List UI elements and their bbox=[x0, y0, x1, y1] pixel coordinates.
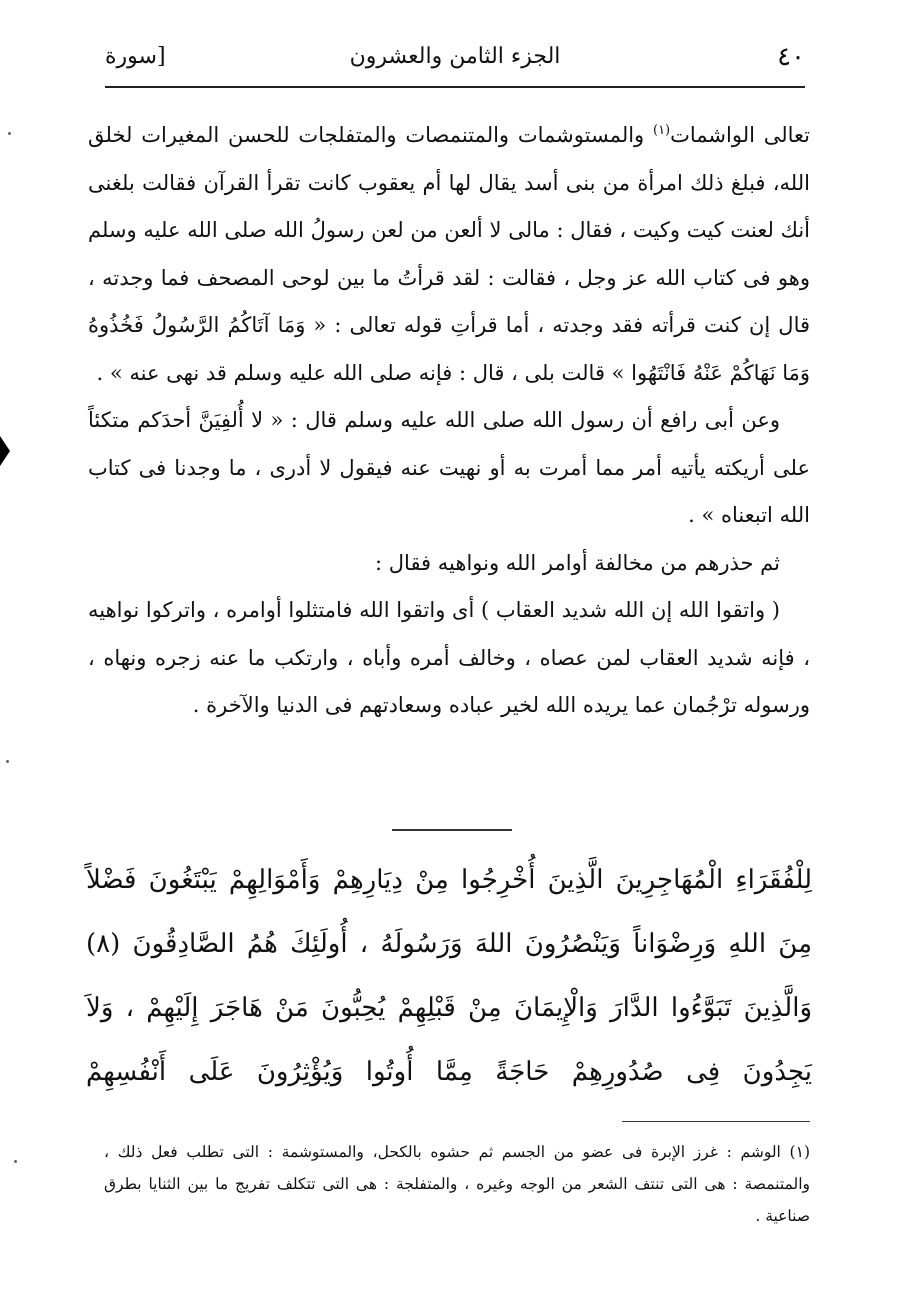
scan-mark bbox=[14, 1160, 17, 1163]
page-number: ٤٠ bbox=[777, 42, 805, 72]
scan-mark bbox=[6, 760, 9, 763]
commentary-paragraph: ( واتقوا الله إن الله شديد العقاب ) أى واتقوا الله فامتثلوا أوامره ، واتركوا نواهيه ، فإنه شديد العقاب لمن عصاه ، وخالف أمره وأباه ، وارتكب ما عنه زجره ونهاه ، ورسوله ترْجُمان عما يريده الله لخير عباده وسعادتهم فى الدنيا والآخرة . bbox=[88, 598, 810, 717]
footnote-ref: (١) bbox=[652, 123, 671, 138]
scan-mark bbox=[0, 436, 10, 466]
verse-text: لِلْفُقَرَاءِ الْمُهَاجِرِينَ الَّذِينَ أُخْرِجُوا مِنْ دِيَارِهِمْ وَأَمْوَالِهِمْ يَبْتَغُونَ فَضْلاً مِنَ اللهِ وَرِضْوَاناً وَيَنْصُرُونَ اللهَ وَرَسُولَهُ ، أُولَئِكَ هُمُ الصَّادِقُونَ (٨) وَالَّذِينَ تَبَوَّءُوا الدَّارَ وَالْإِيمَانَ مِنْ قَبْلِهِمْ يُحِبُّونَ مَنْ هَاجَرَ إِلَيْهِمْ ، وَلاَ يَجِدُونَ فِى صُدُورِهِمْ حَاجَةً مِمَّا أُوتُوا وَيُؤْثِرُونَ عَلَى أَنْفُسِهِمْ bbox=[86, 865, 812, 1087]
paragraph-text: تعالى الواشمات bbox=[670, 123, 811, 147]
footnote-divider bbox=[622, 1121, 810, 1122]
commentary-paragraph: ثم حذرهم من مخالفة أوامر الله ونواهيه فقال : bbox=[375, 550, 780, 575]
running-title: الجزء الثامن والعشرون bbox=[349, 44, 561, 69]
quran-verses bbox=[86, 848, 812, 1104]
commentary-paragraph bbox=[88, 112, 810, 397]
commentary-body bbox=[88, 112, 810, 730]
footnote-text: (١) الوشم : غرز الإبرة فى عضو من الجسم ثم حشوه بالكحل، والمستوشمة : التى تطلب فعل ذلك ، والمتنمصة : هى التى تنتف الشعر من الوجه وغيره ، والمتفلجة : هى التى تتكلف تفريج ما بين الثنايا بطرق صناعية . bbox=[104, 1143, 810, 1225]
header-rule bbox=[105, 86, 805, 88]
section-divider bbox=[392, 829, 512, 831]
scan-mark bbox=[8, 132, 11, 135]
paragraph-text: والمستوشمات والمتنمصات والمتفلجات للحسن المغيرات لخلق الله، فبلغ ذلك امرأة من بنى أسد يقال لها أم يعقوب كانت تقرأ القرآن فقالت بلغنى أنك لعنت كيت وكيت ، فقال : مالى لا ألعن من لعن رسولُ الله صلى الله عليه وسلم وهو فى كتاب الله عز وجل ، فقالت : لقد قرأتُ ما بين لوحى المصحف فما وجدته ، قال إن كنت قرأته فقد وجدته ، أما قرأتِ قوله تعالى : « وَمَا آتَاكُمُ الرَّسُولُ فَخُذُوهُ وَمَا نَهَاكُمْ عَنْهُ فَانْتَهُوا » قالت بلى ، قال : فإنه صلى الله عليه وسلم قد نهى عنه » . bbox=[88, 123, 810, 385]
commentary-paragraph: وعن أبى رافع أن رسول الله صلى الله عليه وسلم قال : « لا أُلفِيَنَّ أحدَكم متكئاً على أريكته يأتيه أمر مما أمرت به أو نهيت عنه فيقول لا أدرى ، ما وجدنا فى كتاب الله اتبعناه » . bbox=[88, 408, 810, 527]
page-header bbox=[105, 38, 805, 78]
footnote bbox=[104, 1136, 810, 1232]
surah-label: [سورة bbox=[105, 44, 166, 69]
